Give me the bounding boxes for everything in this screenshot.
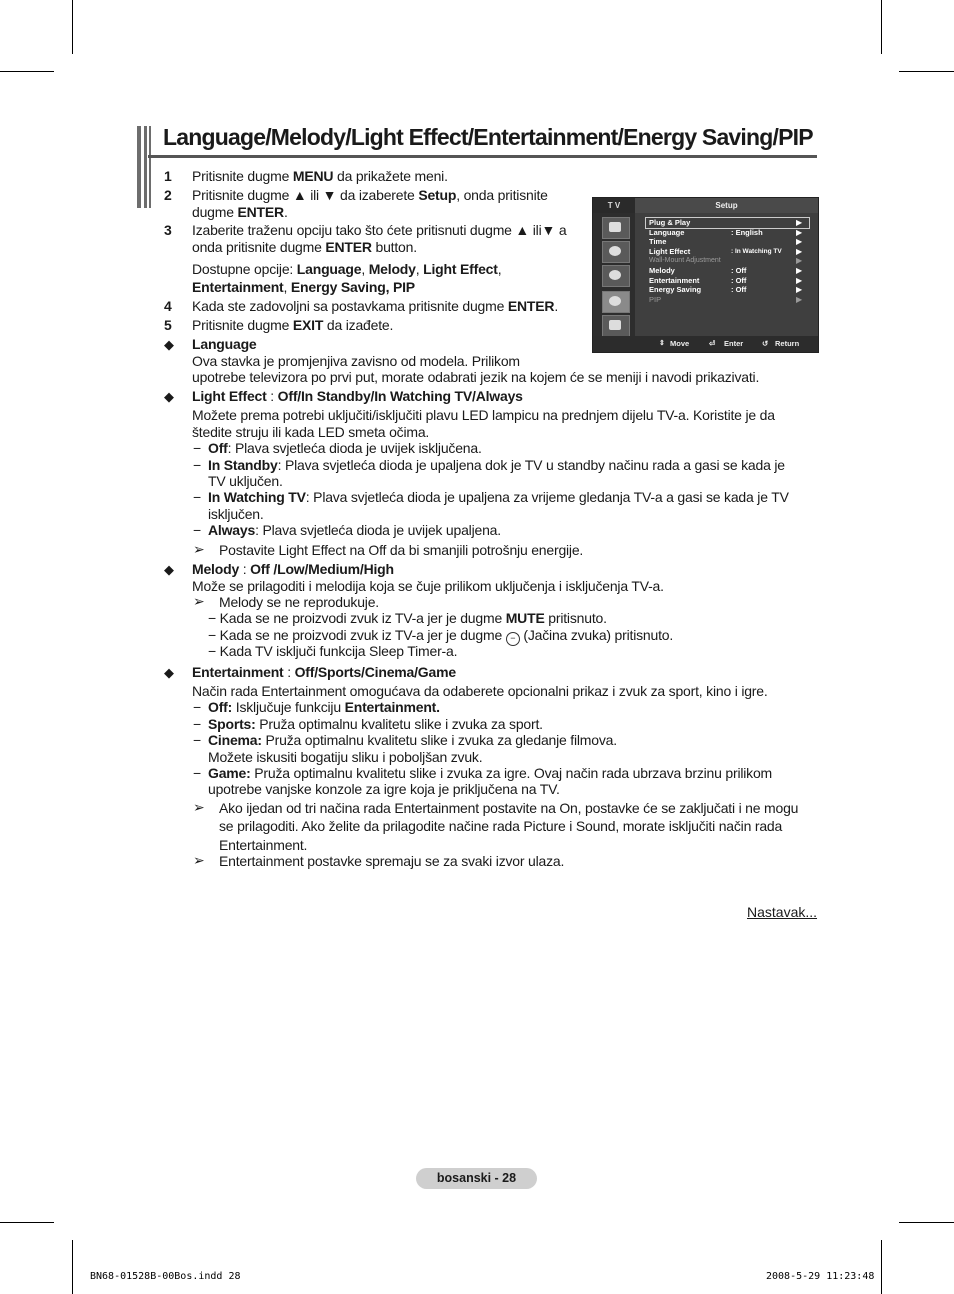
note-arrow-icon: ➢ (193, 541, 205, 557)
osd-arrow-icon: ▶ (796, 237, 803, 246)
tv-setup-menu-screenshot (592, 197, 819, 353)
entertainment-option: Game: Pruža optimalnu kvalitetu slike i zvuka za igre. Ovaj način rada ubrzava brzinu prilikom (208, 765, 773, 781)
entertainment-option: Cinema: Pruža optimalnu kvalitetu slike i zvuka za gledanje filmova. (208, 732, 617, 748)
osd-menu-list (635, 213, 818, 336)
note-arrow-icon: ➢ (193, 799, 205, 815)
osd-item-label: Wall-Mount Adjustment (649, 257, 721, 264)
osd-item-value: : Off (731, 266, 747, 275)
step-3-text: Izaberite traženu opciju tako što ćete pritisnuti dugme ▲ ili▼ a (192, 222, 567, 238)
osd-arrow-icon: ▶ (796, 247, 803, 256)
entertainment-text: Način rada Entertainment omogućava da odaberete opcionalni prikaz i zvuk za sport, kino i igre. (192, 683, 768, 699)
osd-item-label: Time (649, 237, 667, 246)
crop-mark (0, 1222, 54, 1223)
entertainment-option: Sports: Pruža optimalnu kvalitetu slike i zvuka za sport. (208, 716, 543, 732)
crop-mark (881, 1240, 882, 1294)
enter-icon: ⏎ (709, 339, 716, 348)
entertainment-option: upotrebe vanjske konzole za igre koja je priključena na TV. (208, 781, 560, 797)
osd-arrow-icon: ▶ (796, 228, 803, 237)
osd-item-label: PIP (649, 295, 662, 304)
diamond-bullet-icon: ◆ (164, 665, 174, 680)
step-2-text: Pritisnite dugme ▲ ili ▼ da izaberete Setup, onda pritisnite (192, 187, 548, 203)
light-effect-text: štedite struju ili kada LED smeta očima. (192, 424, 430, 440)
dash-item: − (193, 699, 201, 715)
entertainment-note: Entertainment. (219, 837, 308, 853)
entertainment-option: Off: Isključuje funkciju Entertainment. (208, 699, 440, 715)
step-1-text: Pritisnite dugme MENU da prikažete meni. (192, 168, 448, 184)
language-text: upotrebe televizora po prvi put, morate odabrati jezik na kojem će se meniji i navodi prikazivati. (192, 369, 760, 385)
dash-item: − (193, 732, 201, 748)
language-heading: Language (192, 336, 257, 352)
note-arrow-icon: ➢ (193, 593, 205, 609)
light-effect-note: Postavite Light Effect na Off da bi smanjili potrošnju energije. (219, 542, 584, 558)
dash-item: − (193, 489, 201, 505)
page-title: Language/Melody/Light Effect/Entertainment/Energy Saving/PIP (163, 124, 813, 150)
move-arrows-icon: ⇕ (659, 340, 665, 347)
light-effect-text: Možete prema potrebi uključiti/isključiti plavu LED lampicu na prednjem dijelu TV-a. Koristite je da (192, 407, 775, 423)
step-3-text: onda pritisnite dugme ENTER button. (192, 239, 417, 255)
melody-note-item: − Kada se ne proizvodi zvuk iz TV-a jer je dugme − (Jačina zvuka) pritisnuto. (208, 627, 673, 646)
dash-item: − (193, 765, 201, 781)
osd-item-value: : English (731, 228, 763, 237)
osd-sidebar (593, 213, 635, 336)
osd-setup-title: Setup (635, 198, 818, 213)
input-icon (602, 315, 630, 337)
diamond-bullet-icon: ◆ (164, 337, 174, 352)
language-text: Ova stavka je promjenjiva zavisno od modela. Prilikom (192, 353, 520, 369)
entertainment-note: Entertainment postavke spremaju se za svaki izvor ulaza. (219, 853, 565, 869)
osd-item-value: : Off (731, 285, 747, 294)
osd-arrow-icon: ▶ (796, 276, 803, 285)
dash-item: − (193, 522, 201, 538)
return-icon: ↺ (762, 339, 769, 348)
osd-arrow-icon: ▶ (796, 285, 803, 294)
osd-arrow-icon: ▶ (796, 295, 803, 304)
melody-text: Može se prilagoditi i melodija koja se čuje prilikom uključenja i isključenja TV-a. (192, 578, 664, 594)
melody-heading: Melody : Off /Low/Medium/High (192, 561, 394, 577)
osd-item-label: Entertainment (649, 276, 700, 285)
step-number: 5 (164, 317, 172, 333)
osd-arrow-icon: ▶ (796, 218, 803, 227)
melody-note-item: − Kada se ne proizvodi zvuk iz TV-a jer je dugme MUTE pritisnuto. (208, 610, 607, 626)
crop-mark (72, 0, 73, 54)
title-rule (148, 155, 817, 158)
osd-item-value: : In Watching TV (731, 248, 782, 255)
crop-mark (881, 0, 882, 54)
entertainment-option: Možete iskusiti bogatiju sliku i poboljšan zvuk. (208, 749, 483, 765)
crop-mark (899, 71, 954, 72)
note-arrow-icon: ➢ (193, 852, 205, 868)
step-number: 4 (164, 298, 172, 314)
channel-icon (602, 265, 630, 287)
osd-item-value: : Off (731, 276, 747, 285)
sound-icon (602, 241, 630, 263)
volume-minus-icon: − (506, 632, 520, 646)
step-5-text: Pritisnite dugme EXIT da izađete. (192, 317, 394, 333)
step-2-text: dugme ENTER. (192, 204, 288, 220)
light-effect-option: In Standby: Plava svjetleća dioda je upaljena dok je TV u standby načinu rada a gasi se kada je (208, 457, 785, 473)
osd-move-label: Move (670, 339, 690, 348)
diamond-bullet-icon: ◆ (164, 389, 174, 404)
melody-note: Melody se ne reprodukuje. (219, 594, 379, 610)
footer-timestamp: 2008-5-29 11:23:48 (766, 1271, 875, 1282)
osd-footer (593, 336, 818, 352)
osd-arrow-icon: ▶ (796, 256, 803, 265)
osd-return-label: Return (775, 339, 800, 348)
osd-item-label: Language (649, 228, 685, 237)
step-number: 2 (164, 187, 172, 203)
continue-link[interactable]: Nastavak... (747, 904, 818, 920)
osd-item-label: Melody (649, 266, 675, 275)
picture-icon (602, 217, 630, 239)
osd-item-label: Energy Saving (649, 285, 702, 294)
diamond-bullet-icon: ◆ (164, 562, 174, 577)
options-text: Dostupne opcije: Language, Melody, Light Effect, (192, 261, 502, 277)
light-effect-option: In Watching TV: Plava svjetleća dioda je upaljena za vrijeme gledanja TV-a a gasi se kada je TV (208, 489, 789, 505)
setup-gear-icon (602, 291, 630, 313)
entertainment-note: Ako ijedan od tri načina rada Entertainment postavite na On, postavke će se zaključati i ne mogu (219, 800, 799, 816)
light-effect-option: TV uključen. (208, 473, 283, 489)
osd-item-label: Plug & Play (649, 218, 691, 227)
osd-enter-label: Enter (724, 339, 744, 348)
light-effect-heading: Light Effect : Off/In Standby/In Watching TV/Always (192, 388, 523, 404)
light-effect-option: Off: Plava svjetleća dioda je uvijek isključena. (208, 440, 482, 456)
crop-mark (72, 1240, 73, 1294)
footer-file-info: BN68-01528B-00Bos.indd 28 (90, 1271, 241, 1282)
crop-mark (0, 71, 54, 72)
page-number-badge: bosanski - 28 (416, 1168, 537, 1189)
options-text: Entertainment, Energy Saving, PIP (192, 279, 415, 295)
step-number: 3 (164, 222, 172, 238)
entertainment-heading: Entertainment : Off/Sports/Cinema/Game (192, 664, 456, 680)
light-effect-option: Always: Plava svjetleća dioda je uvijek upaljena. (208, 522, 501, 538)
osd-item-label: Light Effect (649, 247, 691, 256)
entertainment-note: se prilagoditi. Ako želite da prilagodite načine rada Picture i Sound, morate isključiti način rada (219, 818, 783, 834)
osd-tv-label: T V (607, 201, 621, 210)
crop-mark (899, 1222, 954, 1223)
step-4-text: Kada ste zadovoljni sa postavkama pritisnite dugme ENTER. (192, 298, 559, 314)
melody-note-item: − Kada TV isključi funkcija Sleep Timer-a. (208, 643, 458, 659)
dash-item: − (193, 440, 201, 456)
dash-item: − (193, 716, 201, 732)
light-effect-option: isključen. (208, 506, 264, 522)
step-number: 1 (164, 168, 172, 184)
osd-arrow-icon: ▶ (796, 266, 803, 275)
dash-item: − (193, 457, 201, 473)
